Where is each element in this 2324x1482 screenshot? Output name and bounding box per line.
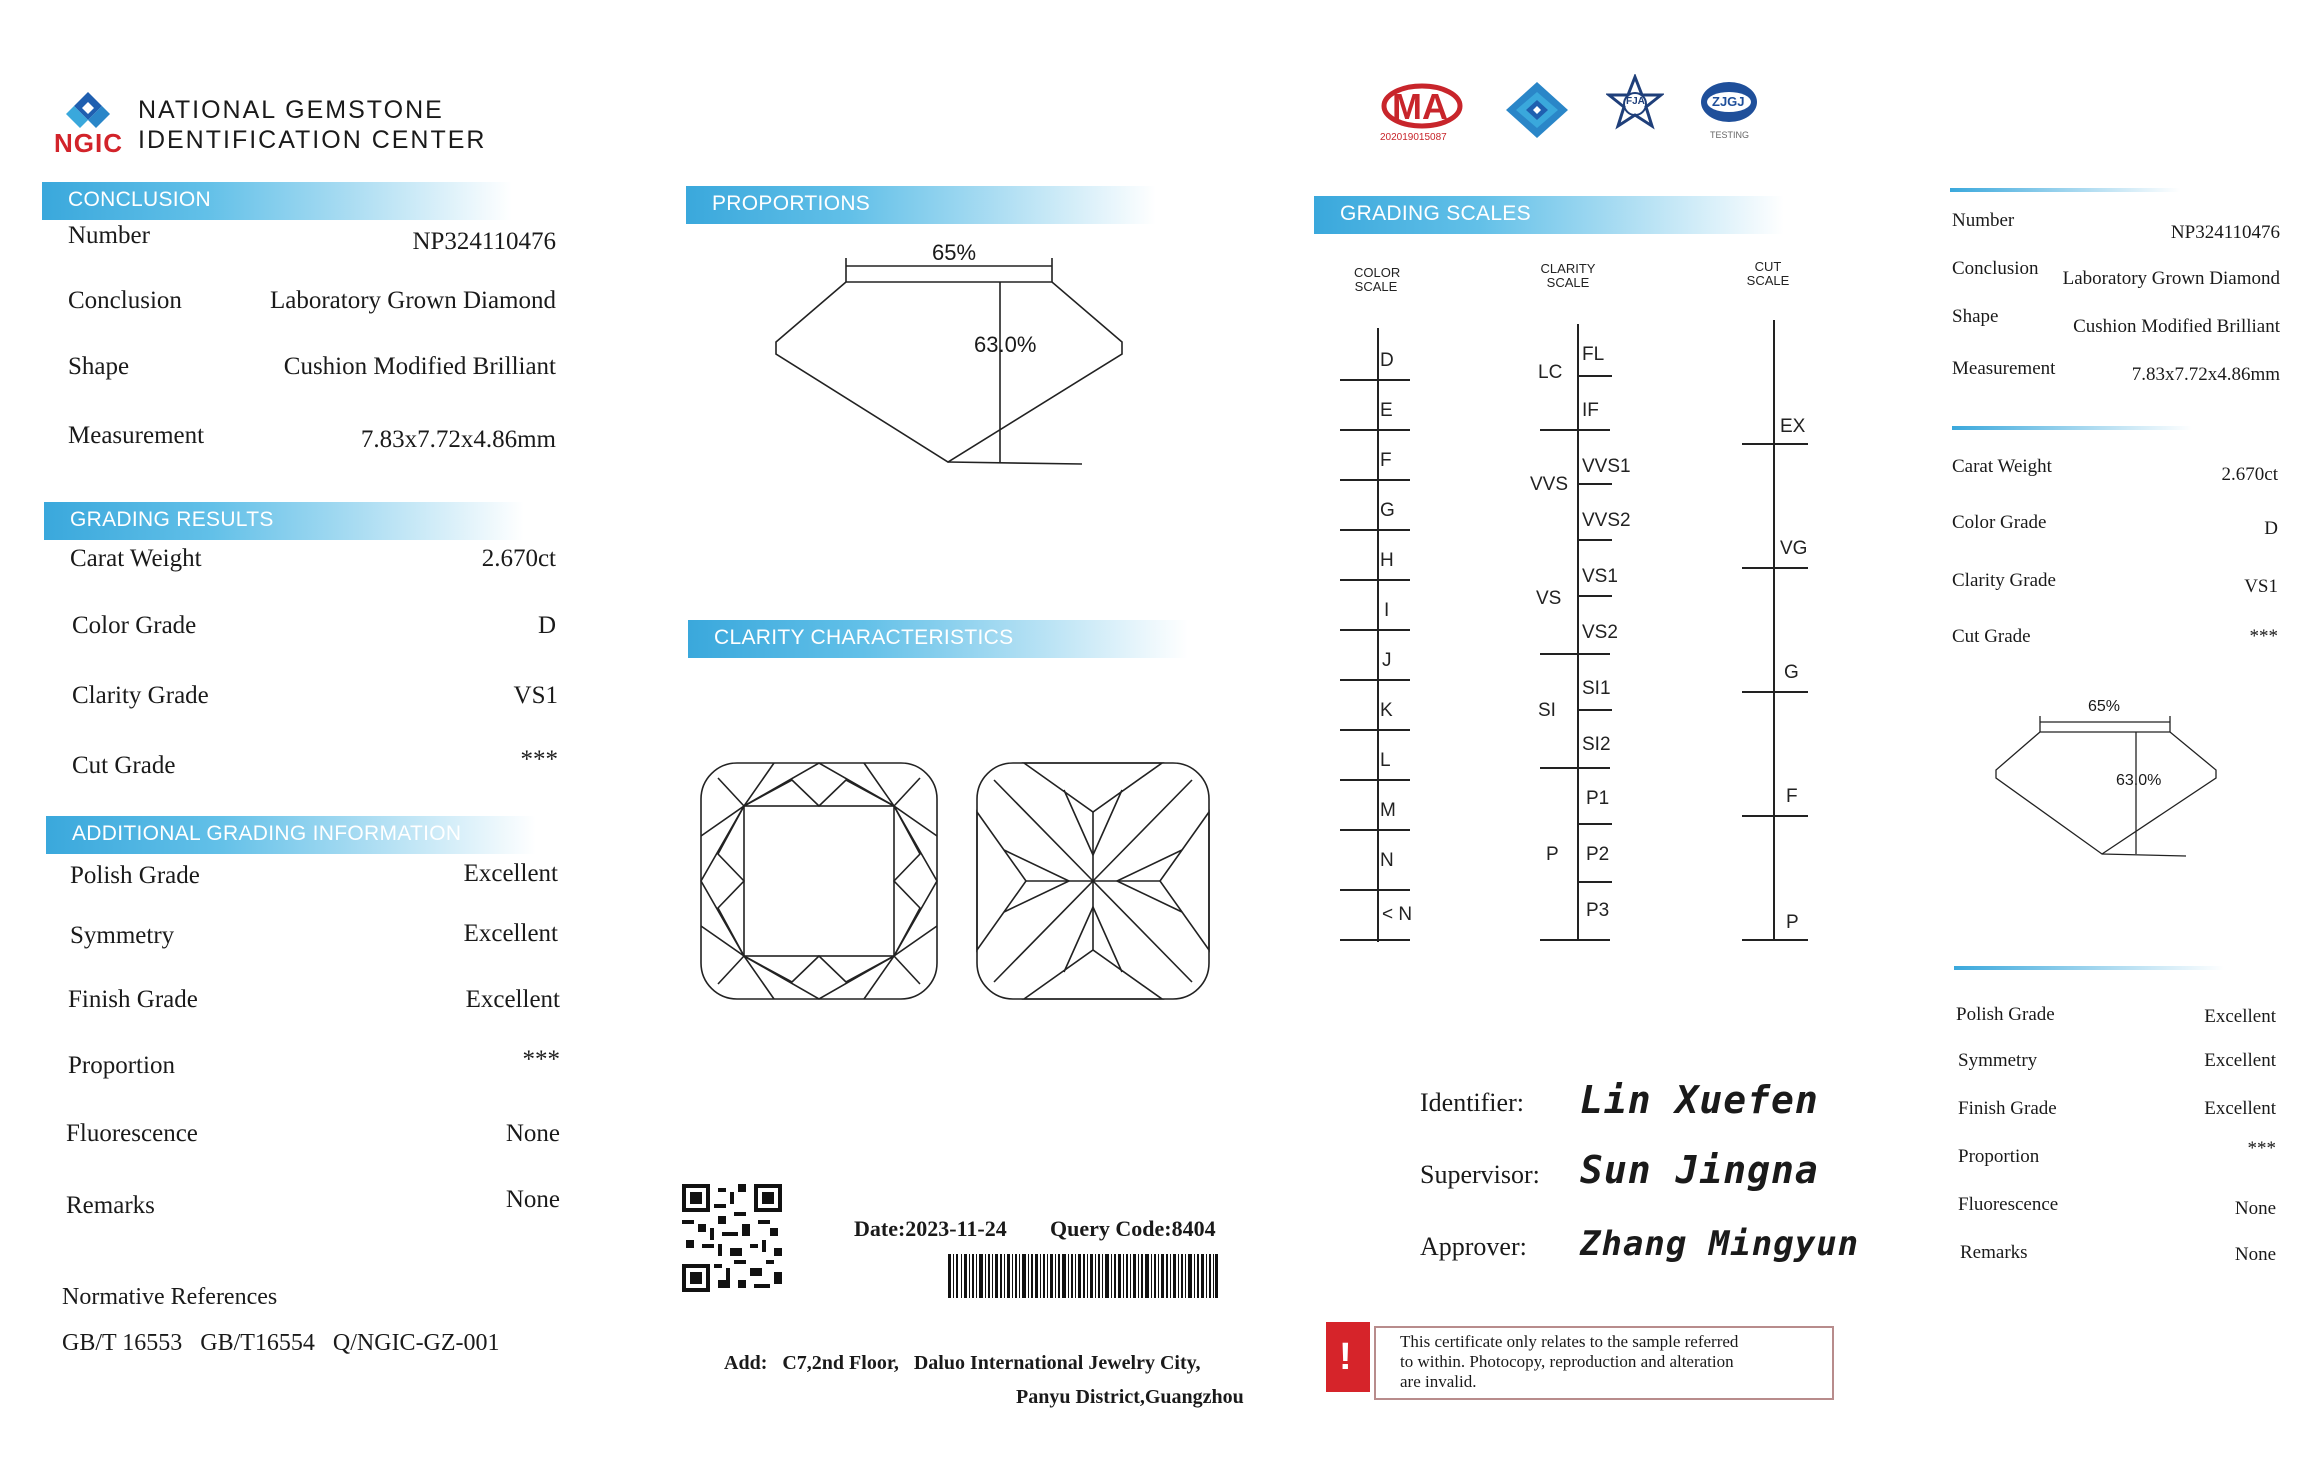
summary-table-percent: 65% (2088, 698, 2121, 715)
row-value: Laboratory Grown Diamond (269, 287, 556, 314)
row-label: Fluorescence (1958, 1194, 2059, 1215)
grading-scales-header (1314, 196, 1784, 234)
row-label: Polish Grade (1956, 1004, 2055, 1025)
row-label: Finish Grade (68, 986, 198, 1013)
clarity-grade: SI1 (1582, 678, 1611, 699)
clarity-grade: VS2 (1582, 622, 1618, 643)
row-label: Number (68, 222, 150, 249)
clarity-plot-crown (698, 760, 940, 1002)
row-value: Excellent (2204, 1050, 2276, 1071)
row-label: Symmetry (70, 922, 175, 949)
grading-scales-header-text: GRADING SCALES (1340, 202, 1531, 225)
summary-rule-mid (1952, 426, 2192, 430)
cushion-pavilion-icon (974, 760, 1212, 1002)
testing-text: TESTING (1710, 130, 1750, 140)
clarity-plot-pavilion (974, 760, 1212, 1002)
row-label: Proportion (1958, 1146, 2040, 1167)
row-value: Cushion Modified Brilliant (283, 353, 556, 380)
cushion-crown-icon (698, 760, 940, 1002)
conclusion-header (42, 182, 512, 220)
clarity-scale-title: CLARITY SCALE (1540, 261, 1596, 290)
signature-supervisor-role: Supervisor: (1420, 1160, 1540, 1189)
row-label: Remarks (66, 1192, 155, 1219)
clarity-group: SI (1538, 700, 1556, 721)
barcode-icon (948, 1254, 1218, 1298)
proportions-header-text: PROPORTIONS (712, 192, 871, 215)
cut-grade: F (1786, 786, 1798, 807)
color-grade: N (1380, 850, 1394, 871)
row-value: *** (2247, 1138, 2276, 1159)
cut-grade: EX (1780, 416, 1806, 437)
org-name-line2: IDENTIFICATION CENTER (138, 126, 487, 154)
row-value: D (2264, 518, 2278, 539)
row-label: Measurement (1952, 358, 2056, 379)
grading-results-header (44, 502, 524, 540)
qr-code (682, 1184, 782, 1292)
normative-title: Normative References (62, 1284, 278, 1310)
signature-approver-role: Approver: (1420, 1232, 1527, 1261)
color-grade: H (1380, 550, 1394, 571)
summary-rule-bottom (1954, 966, 2224, 970)
summary-proportion-diagram (1992, 696, 2222, 866)
color-scale-title: COLOR SCALE (1354, 265, 1401, 294)
proportions-header (686, 186, 1156, 224)
row-value: Cushion Modified Brilliant (2073, 316, 2280, 337)
row-label: Cut Grade (1952, 626, 2031, 647)
row-label: Clarity Grade (1952, 570, 2056, 591)
address-line2: Panyu District,Guangzhou (1016, 1386, 1244, 1408)
color-grade: K (1380, 700, 1393, 721)
row-label: Polish Grade (70, 862, 200, 889)
signature-identifier-name: Lin Xuefen (1580, 1078, 1819, 1122)
cut-grade: G (1784, 662, 1799, 683)
conclusion-header-text: CONCLUSION (68, 188, 212, 211)
row-label: Number (1952, 210, 2015, 231)
row-value: *** (2249, 626, 2278, 647)
cut-scale-title: CUT SCALE (1746, 259, 1790, 288)
row-label: Carat Weight (1952, 456, 2052, 477)
row-value: Laboratory Grown Diamond (2062, 268, 2280, 289)
proportion-diagram (766, 236, 1126, 476)
clarity-group: VVS (1530, 474, 1569, 495)
issue-date: Date:2023-11-24 (854, 1216, 1007, 1241)
row-label: Clarity Grade (72, 682, 209, 709)
row-label: Cut Grade (72, 752, 176, 779)
summary-rule-top (1950, 188, 2180, 192)
grading-results-header-text: GRADING RESULTS (70, 508, 274, 531)
color-scale (1338, 320, 1418, 942)
row-value: VS1 (2244, 576, 2278, 597)
cut-grade: P (1786, 912, 1799, 933)
row-label: Remarks (1960, 1242, 2028, 1263)
color-grade: M (1380, 800, 1396, 821)
disclaimer-line2: to within. Photocopy, reproduction and alteration (1400, 1352, 1734, 1371)
row-label: Shape (68, 353, 130, 380)
row-value: None (2234, 1198, 2276, 1219)
clarity-group: VS (1536, 588, 1562, 609)
clarity-grade: P3 (1586, 900, 1610, 921)
row-value: None (505, 1120, 560, 1147)
ngic-emblem (1502, 78, 1572, 142)
clarity-grade: IF (1582, 400, 1599, 421)
row-value: Excellent (2204, 1006, 2276, 1027)
row-value: 7.83x7.72x4.86mm (2131, 364, 2280, 385)
row-value: NP324110476 (2170, 222, 2280, 243)
clarity-grade: P1 (1586, 788, 1610, 809)
ma-text: MA (1392, 86, 1448, 127)
row-value: Excellent (463, 860, 558, 887)
row-value: None (505, 1186, 560, 1213)
ma-number: 202019015087 (1380, 132, 1447, 143)
color-grade: F (1380, 450, 1392, 471)
color-grade: I (1384, 600, 1390, 621)
disclaimer-box (1374, 1326, 1834, 1400)
row-label: Conclusion (68, 287, 182, 314)
row-value: NP324110476 (412, 228, 556, 255)
row-label: Color Grade (1952, 512, 2047, 533)
signature-supervisor-name: Sun Jingna (1580, 1148, 1819, 1192)
additional-header-text: ADDITIONAL GRADING INFORMATION (72, 822, 462, 845)
row-label: Color Grade (72, 612, 197, 639)
signature-approver-name: Zhang Mingyun (1580, 1224, 1860, 1264)
cut-scale (1736, 320, 1816, 942)
ma-logo (1380, 82, 1464, 148)
row-value: *** (520, 746, 558, 773)
warning-icon (1326, 1322, 1370, 1392)
depth-percent: 63.0% (974, 332, 1037, 357)
row-value: *** (522, 1046, 560, 1073)
clarity-grade: FL (1582, 344, 1605, 365)
row-label: Measurement (68, 422, 205, 449)
exclamation-icon: ! (1339, 1336, 1352, 1378)
ngic-abbr: NGIC (54, 128, 123, 158)
row-value: VS1 (513, 682, 558, 709)
clarity-scale (1520, 320, 1630, 942)
clarity-grade: VVS1 (1582, 456, 1631, 477)
fja-text: FJA (1626, 96, 1645, 107)
signature-identifier-role: Identifier: (1420, 1088, 1524, 1117)
row-label: Conclusion (1952, 258, 2039, 279)
row-label: Proportion (68, 1052, 175, 1079)
color-grade: E (1380, 400, 1393, 421)
disclaimer-line3: are invalid. (1400, 1372, 1477, 1391)
row-label: Shape (1952, 306, 1999, 327)
ngic-emblem-icon (1502, 78, 1572, 142)
proportion-profile-icon (766, 236, 1126, 476)
qr-code-icon (682, 1184, 782, 1292)
org-name-line1: NATIONAL GEMSTONE (138, 96, 444, 124)
row-value: Excellent (465, 986, 560, 1013)
row-value: Excellent (463, 920, 558, 947)
row-label: Carat Weight (70, 545, 202, 572)
clarity-grade: VVS2 (1582, 510, 1631, 531)
normative-refs: GB/T 16553 GB/T16554 Q/NGIC-GZ-001 (62, 1330, 500, 1356)
row-label: Symmetry (1958, 1050, 2038, 1071)
color-grade: < N (1382, 904, 1413, 925)
color-grade: L (1380, 750, 1391, 771)
query-code: Query Code:8404 (1050, 1216, 1216, 1241)
clarity-grade: SI2 (1582, 734, 1611, 755)
clarity-grade: P2 (1586, 844, 1610, 865)
row-value: D (537, 612, 556, 639)
row-value: Excellent (2204, 1098, 2276, 1119)
additional-header (46, 816, 536, 854)
disclaimer-line1: This certificate only relates to the sample referred (1400, 1332, 1739, 1351)
row-value: None (2234, 1244, 2276, 1265)
summary-proportion-icon (1992, 696, 2222, 866)
cut-grade: VG (1780, 538, 1808, 559)
clarity-group: P (1546, 844, 1559, 865)
row-value: 7.83x7.72x4.86mm (360, 426, 556, 453)
color-grade: D (1380, 350, 1394, 371)
clarity-grade: VS1 (1582, 566, 1618, 587)
color-scale-axis (1338, 320, 1418, 942)
zjgj-text: ZJGJ (1712, 94, 1745, 109)
color-grade: J (1382, 650, 1392, 671)
zjgj-logo (1698, 78, 1760, 142)
clarity-header-text: CLARITY CHARACTERISTICS (714, 626, 1014, 649)
row-value: 2.670ct (481, 545, 556, 572)
color-grade: G (1380, 500, 1395, 521)
fja-logo (1606, 74, 1664, 132)
cut-scale-axis (1736, 320, 1816, 942)
row-value: 2.670ct (2221, 464, 2278, 485)
clarity-group: LC (1538, 362, 1563, 383)
address-line1: Add: C7,2nd Floor, Daluo International Jewelry City, (724, 1352, 1201, 1374)
summary-depth-percent: 63.0% (2116, 772, 2162, 789)
table-percent: 65% (932, 240, 977, 265)
barcode (948, 1254, 1218, 1298)
row-label: Finish Grade (1958, 1098, 2057, 1119)
clarity-header (688, 620, 1188, 658)
row-label: Fluorescence (66, 1120, 198, 1147)
